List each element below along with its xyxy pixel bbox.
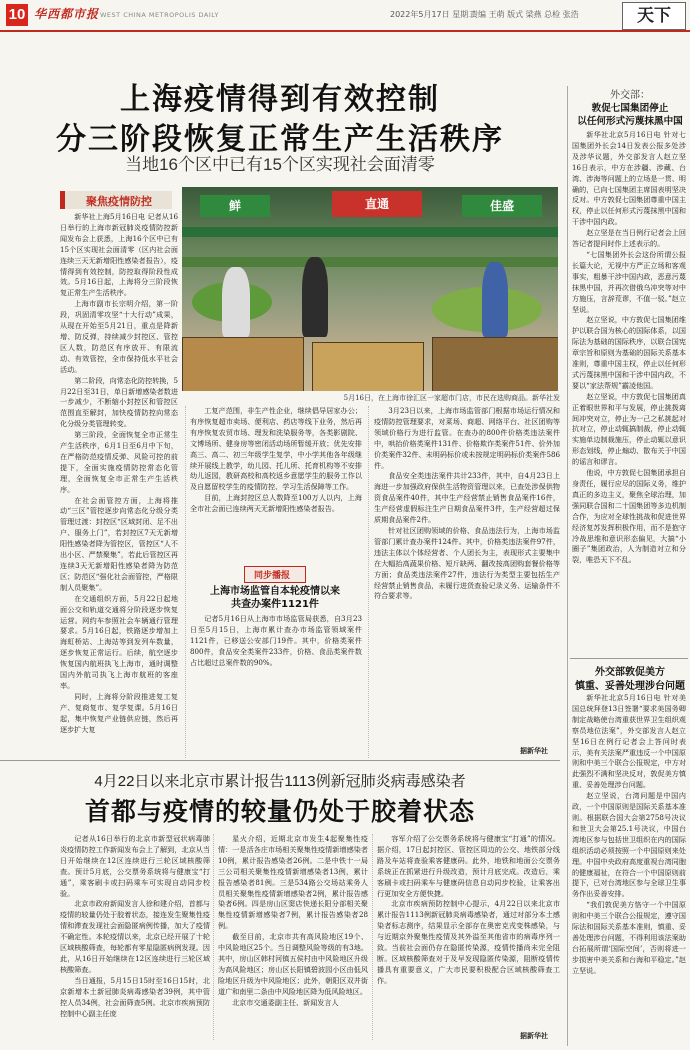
paper-name: 华西都市报: [34, 7, 100, 21]
paragraph: “我们敦促美方恪守一个中国原则和中美三个联合公报规定，遵守国际法和国际关系基本准则，慎重、妥善处理涉台问题，不得利用该法案助台拓展所谓‘国际空间’，否则将进一步损害中美关系和台海和平稳定。”赵立坚说。: [572, 900, 686, 975]
second-story-column-1: [60, 834, 210, 1040]
sidebar-divider: [570, 658, 688, 659]
sidebar-story1-kicker: 外交部：: [610, 90, 650, 101]
main-headline-line1: 上海疫情得到有效控制: [120, 83, 440, 116]
produce-crate: [312, 342, 424, 391]
paragraph: 北京市交通委副主任、新闻发言人: [232, 997, 339, 1007]
photo-sign-right: 佳盛: [462, 195, 542, 217]
paragraph: 他说，中方敦促七国集团承担自身责任，履行应尽的国际义务，维护真正的多边主义，聚焦全球治理，加强同联合国和二十国集团等多边机制合作，为应对全球性挑战和促进世界经济复苏发挥积极作用，而不是抱守冷战思维和意识形态偏见，大搞“小圈子”集团政治，人为制造对立和分裂，唯恐天下不乱。: [572, 468, 686, 565]
paragraph: 目前，上海封控区总人数降至100万人以内，上海全市社会面已连续两天无新增阳性感染者报告。: [190, 493, 362, 514]
topic-tag-label: 聚焦疫情防控: [86, 195, 152, 208]
sidebar-story1-headline-line2: 以任何形式污蔑抹黑中国: [577, 116, 683, 127]
masthead: [0, 0, 690, 34]
issue-date: 2022年5月17日 星期二: [390, 10, 477, 19]
column-rule: [213, 834, 214, 1040]
main-subheadline: 当地16个区中已有15个区实现社会面清零: [125, 155, 435, 174]
shopper-figure: [302, 257, 328, 337]
paragraph: 赵立坚说，台湾问题是中国内政，一个中国原则是国际关系基本准则。根据联合国大会第2758号决议和世卫大会第25.1号决议，中国台湾地区参与包括世卫组织在内的国际组织活动必须按照一个中国原则来处理。中国中央政府高度重视台湾同胞的健康福祉，在符合一个中国原则前提下，已对台湾地区参与全球卫生事务作出妥善安排。: [572, 791, 686, 899]
paragraph: 赵立坚是在当日例行记者会上回答记者提问时作上述表示的。: [572, 228, 686, 249]
paragraph: 容军介绍了公交票务系统将与健康宝“打通”的情况。据介绍，17日起封控区、管控区周边的公交、地铁部分线路及车站将查验乘客健康码。此外，地铁和地面公交票务系统正在抓紧进行升级改造，预计月底完成。改造后，乘客刷卡或扫码乘车与健康码信息自动同步校验，让乘客出行更加安全方便快捷。: [377, 834, 560, 898]
paragraph: 新华社北京5月16日电 针对七国集团外长会14日发表公报多处涉及涉华议题，外交部发言人赵立坚16日表示，中方在涉疆、涉藏、台湾、涉海等问题上的立场是一贯、明确的，已向七国集团主席国表明坚决反对。中方敦促七国集团尊重中国主权，停止以任何形式污蔑抹黑中国和干涉中国内政。: [572, 130, 686, 227]
second-story-column-2: [218, 834, 368, 1040]
shopper-figure: [222, 267, 250, 337]
editor-credits: 责编 王萌 版式 梁燕 总检 张浩: [470, 10, 579, 19]
paragraph: 在社会面管控方面，上海将推动“三区”管控逐步向常态化分级分类管理过渡：封控区“区域封闭、足不出户、服务上门”，若封控区7天无新增阳性感染者降为管控区，管控区“人不出小区、严禁聚集”，若此后管控区再连续3天无新增阳性感染者降为防范区；防范区“强化社会面管控，严格限制人员聚集”。: [60, 495, 178, 592]
source-credit: 据新华社: [520, 747, 548, 755]
source-credit: 据新华社: [520, 1032, 548, 1040]
sidebar-story2-body: [572, 693, 686, 1043]
main-headline-line2: 分三阶段恢复正常生产生活秩序: [56, 123, 504, 156]
shelf: [182, 227, 558, 237]
sidebar-story2-headline: 慎重、妥善处理涉台问题: [575, 681, 685, 692]
paragraph: 截至目前，北京市共有高风险地区19个、中风险地区25个。当日调整风险等级的有3地。其中，房山区韩村河镇五侯村由中风险地区升级为高风险地区；房山区长阳镇碧波园小区由低风险地区升级为中风险地区；此外，朝阳区双井街道广和南里二条由中风险地区降为低风险地区。: [218, 932, 368, 996]
paragraph: 记者5月16日从上海市市场监管局获悉，自3月23日至5月15日，上海市累计查办市场监管领域案件1121件，已移送公安部门19件。其中，价格类案件800件，食品安全类案件233件，价格、食品类案件数占比超过总案件数的90%。: [190, 614, 362, 667]
second-story-headline: 首都与疫情的较量仍处于胶着状态: [84, 798, 475, 826]
paragraph: 赵立坚说，中方敦促七国集团真正着眼世界和平与发展，停止挑拨离间冲突对立，停止为一己之私挑起对抗对立，停止动辄搞制裁，停止动辄实施单边制裁施压，停止动辄以意识形态划线，停止煽动、散布关于中国的谣言和谬言。: [572, 391, 686, 467]
paragraph: 工复产范围，非生产性企业，继续倡导居家办公；有序恢复超市卖场、便利店、药店等线下业务，然后再有序恢复农贸市场、理发和洗染服务等，各类影剧院、文博场所、健身房等密闭活动场所暂缓开放；优先安排高三、高二、初三年级学生复学，中小学其他各年级继续开展线上教学，幼儿园、托儿所、托育机构等不安排幼儿返园，教研高校和高校返乡意愿学生的服务工作以及自愿留校学生的疫情防控、学习生活保障等工作。: [190, 406, 362, 492]
paper-english-name: WEST CHINA METROPOLIS DAILY: [100, 11, 219, 19]
sub-story-headline-line2: 共查办案件1121件: [231, 599, 319, 610]
paragraph: 第三阶段，全面恢复全市正常生产生活秩序，6月1日至6月中下旬，在严格防范疫情反弹、风险可控的前提下，全面实施疫情防控常态化管理，全面恢复全市正常生产生活秩序。: [60, 430, 178, 494]
paragraph: 食品安全类违法案件共计233件，其中，自4月23日上海进一步加强政府保供生活物资管理以来，已查处涉保供物资食品案件40件，其中生产经营禁止销售食品案件16件，生产经营虚假标注生产日期食品案件3件，生产经营超过保质期食品案件2件。: [374, 471, 560, 525]
paragraph: 当日通报，5月15日15时至16日15时，北京新增本土新冠肺炎病毒感染者39例，其中管控人员34例，社会面筛查5例。北京市疾病预防控制中心副主任庞: [60, 975, 210, 1018]
paragraph: 上海市副市长宗明介绍，第一阶段，巩固清零攻坚“十大行动”成果，从现在开始至5月21日，重点是降新增、防反弹，持续减少封控区、管控区人数，防范区有序放开、有限流动、有效管控，全市保持低水平社会活动。: [60, 299, 178, 374]
paragraph: 新华社上海5月16日电 记者从16日举行的上海市新冠肺炎疫情防控新闻发布会上获悉，上海16个区中已有15个区实现社会面清零（区内社会面连续三天无新增阳性感染者报告），疫情得到有效控制，防控取得阶段性成效。5月16日起，上海将分三阶段恢复正常生产生活秩序。: [60, 212, 178, 298]
produce-crate: [182, 337, 304, 391]
paragraph: 记者从16日举行的北京市新型冠状病毒肺炎疫情防控工作新闻发布会上了解到，北京从当日开始继续在12区连续进行三轮区域核酸筛查。预计5月底，公交票务系统将与健康宝“打通”，乘客刷卡或扫码乘车可实现自动同步校验。: [60, 834, 210, 898]
story-divider: [0, 760, 560, 761]
paragraph: 同时，上海将分阶段推进复工复产、复商复市、复学复课。5月16日起，集中恢复产业链供应链，然后再逐步扩大复: [60, 691, 178, 734]
second-story-kicker: 4月22日以来北京市累计报告1113例新冠肺炎病毒感染者: [94, 773, 466, 790]
topic-tag: [60, 191, 172, 209]
paragraph: 新华社北京5月16日电 针对美国总统拜登13日签署“要求美国务卿制定战略使台湾重获世界卫生组织观察员地位法案”，外交部发言人赵立坚16日在例行记者会上答问时表示，美有关法案严重违反一个中国原则和中美三个联合公报规定，中方对此强烈不满和坚决反对，敦促美方慎重、妥善处理涉台问题。: [572, 693, 686, 790]
paragraph: 在交通组织方面，5月22日起地面公交和轨道交通将分阶段逐步恢复运营。网约车参照社会车辆通行管理要求。5月16日起，铁路逐步增加上海虹桥站、上海站等到发列车数量，逐步恢复正常运行。后续，航空逐步恢复国内航班执飞上海市，通时调整国内外航司执飞上海市航班的客座率。: [60, 593, 178, 690]
photo-sign-middle: 直通: [332, 191, 422, 217]
sub-story-headline-line1: 上海市场监管自本轮疫情以来: [210, 586, 340, 597]
photo-caption: 5月16日，在上海市徐汇区一家超市门店，市民在选购商品。新华社发: [343, 394, 560, 402]
paragraph: 北京市政府新闻发言人徐和建介绍，首都与疫情的较量仍处于胶着状态，接连发生聚集性疫情和滞查发现社会面隐匿病例传播，加大了疫情不确定性。本轮疫情以来，北京已经开展了十轮区域核酸筛查，每轮都有零星隐匿病例发现。因此，从16日开始继续在12区连续进行三轮区域核酸筛查。: [60, 899, 210, 974]
sidebar-story1-body: [572, 130, 686, 654]
paragraph: 针对社区团购领域的价格、食品违法行为，上海市场监管部门累计查办案件124件。其中，价格类违法案件97件，违法主体以个体经营者、个人团长为主，表现形式主要集中在大幅抬高蔬果价格、短斤缺两、翻改按高团购套餐价格等方面；食品类违法案件27件，违法行为类型主要包括生产经营禁止销售食品，未履行进货查验记录义务、运输条件不符合要求等。: [374, 525, 560, 601]
paragraph: 第二阶段，向常态化防控转换，5月22日至31日，单日新增感染者数进一步减少，不断缩小封控区和管控区范围直至解封，加快疫情防控向常态化分级分类管理转变。: [60, 375, 178, 429]
photo-sign-left: 鲜: [200, 195, 270, 217]
section-tag: 天下: [622, 2, 686, 30]
paragraph: 星火介绍，近期北京市发生4起聚集性疫情：一是活各庄市场相关聚集性疫情新增感染者10例，累计报告感染者26例。二是中铁十一局三公司相关聚集性疫情新增感染者13例，累计报告感染者81例。三是534路公交场站乘务人员相关聚集性疫情新增感染者2例，累计报告感染者6例。四是房山区窦店快递长阳分部相关聚集性疫情新增感染者7例，累计报告感染者28例。: [218, 834, 368, 931]
paragraph: 北京市疾病预防控制中心提示，4月22日以来北京市累计报告1113例新冠肺炎病毒感染者，通过对部分本土感染者标志测序，结果显示全部存在奥密克戎变株感染，与与近期京外聚集性疫情及其外溢至其他省市的病毒序列一致。当前社会面仍存在隐匿传染源，疫情传播尚未完全阻断。区域核酸筛查对于及早发现隐匿传染源，阻断疫情传播具有重要意义，广大市民要积极配合区域核酸筛查工作。: [377, 899, 560, 985]
header-rule: [0, 30, 690, 32]
main-story-column-1: [60, 212, 178, 760]
column-rule: [372, 834, 373, 1040]
column-rule: [185, 406, 186, 758]
column-rule: [368, 406, 369, 758]
produce-crate: [432, 337, 558, 391]
sub-story-tag: [244, 566, 306, 583]
sidebar-story1-headline-line1: 敦促七国集团停止: [591, 103, 669, 114]
paragraph: “七国集团外长会这份所谓公报长篇大论，无视中方严正立场和客观事实，粗暴干涉中国内政，恶意污蔑抹黑中国，并再次借俄乌冲突等对中方施压，言辞荒谬，不值一驳。”赵立坚说。: [572, 249, 686, 314]
sidebar-story2-kicker: 外交部敦促美方: [595, 667, 665, 678]
main-story-column-3: [374, 406, 560, 746]
main-story-column-2: [190, 406, 362, 562]
second-story-column-3: [377, 834, 560, 1030]
paragraph: 3月23日以来，上海市场监管部门根据市场运行情况和疫情防控管理要求，对菜场、商超、网络平台、社区团购等领域价格行为进行监管。在查办的800件价格类违法案件中，哄抬价格类案件131件、价格欺诈类案件51件、价外加价类案件32件、未明码标价或未按规定明码标价类案件586件。: [374, 406, 560, 470]
sub-story-body: [190, 614, 362, 756]
supermarket-photo: [182, 187, 558, 391]
topic-tag-bar: [60, 191, 65, 209]
page-number: 10: [6, 4, 28, 26]
paragraph: 赵立坚说，中方敦促七国集团维护以联合国为核心的国际体系，以国际法为基础的国际秩序，以联合国宪章宗旨和原则为基础的国际关系基本准则，尊重中国主权，停止以任何形式污蔑抹黑中国和干涉中国内政，不要以“家法帮规”霸凌他国。: [572, 315, 686, 390]
sidebar-rule: [567, 86, 568, 1046]
shopper-figure: [482, 262, 508, 337]
sub-story-tag-label: 同步播报: [254, 571, 291, 581]
